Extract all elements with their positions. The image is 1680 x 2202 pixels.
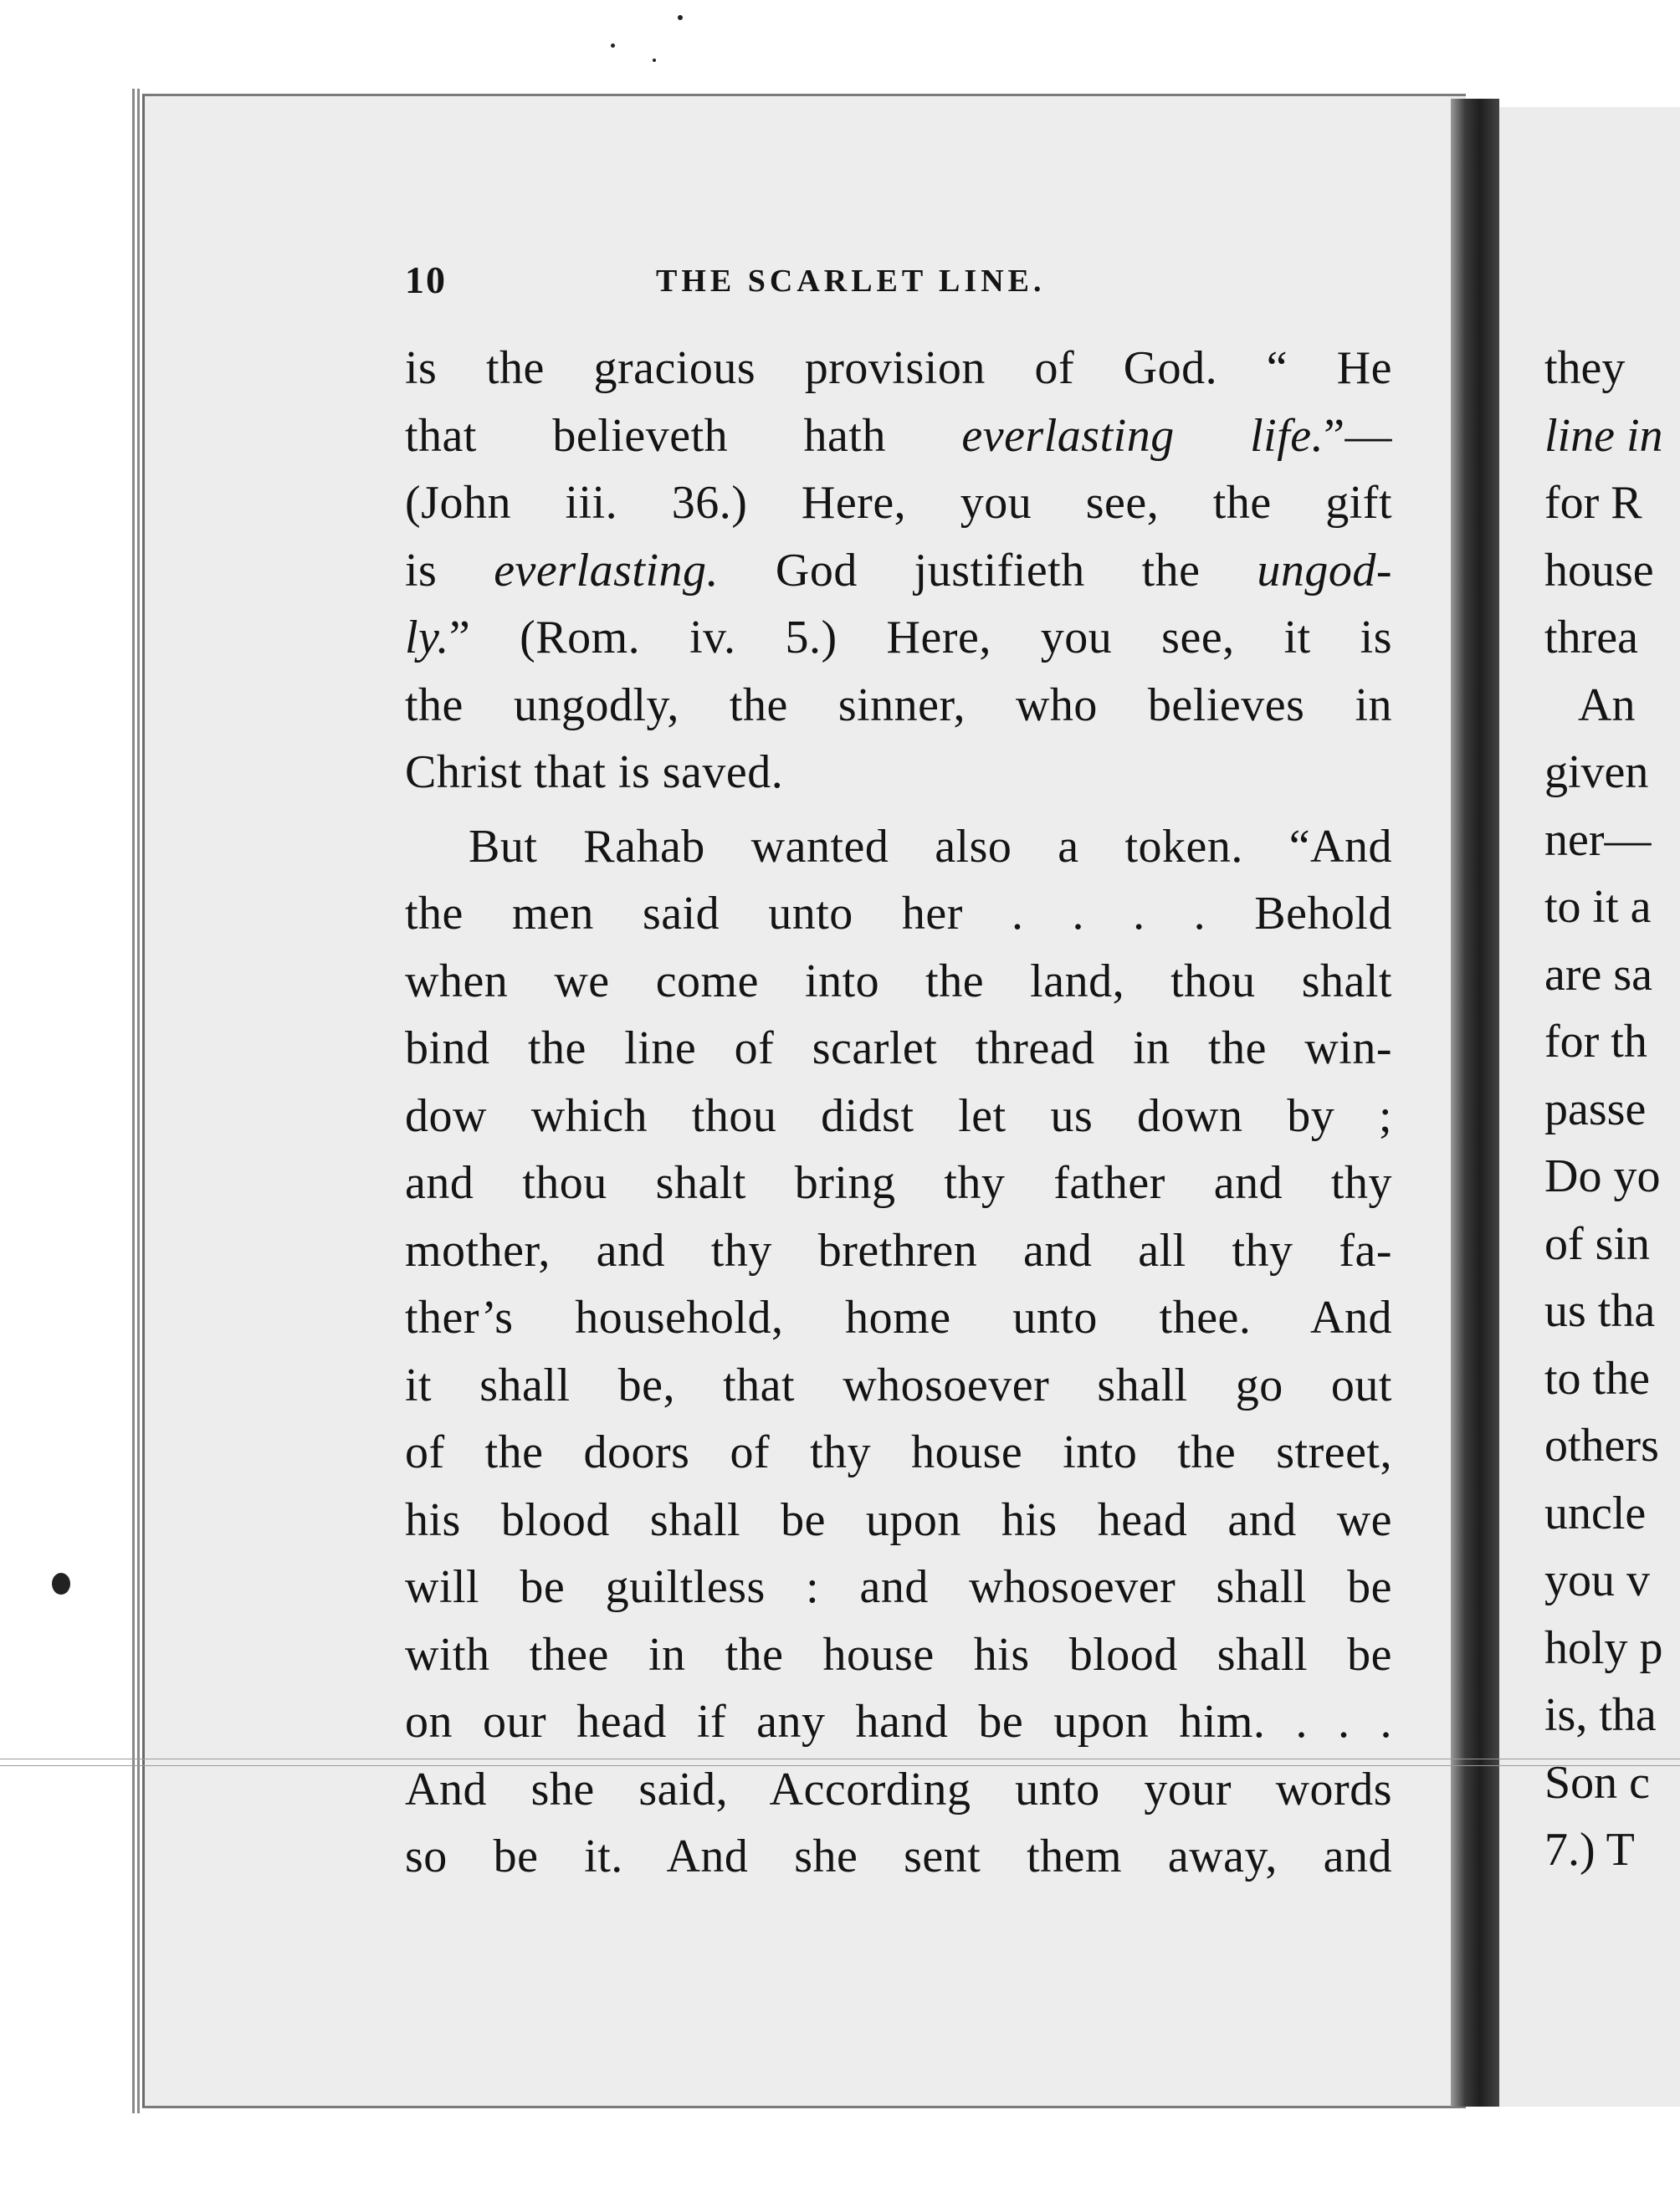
scan-speck xyxy=(611,44,615,48)
text-line xyxy=(405,1419,1392,1487)
scan-speck xyxy=(52,1573,70,1595)
text-run: ”— xyxy=(1324,409,1392,462)
text-line xyxy=(405,1688,1392,1756)
text-line xyxy=(1544,604,1680,672)
text-run: they xyxy=(1544,342,1626,394)
text-line xyxy=(1544,1412,1680,1480)
left-page-body-text xyxy=(405,335,1392,1891)
text-run: Son c xyxy=(1544,1756,1650,1809)
text-run: his blood shall be upon his head and we xyxy=(405,1493,1392,1546)
text-run: is xyxy=(405,544,494,597)
text-run: are sa xyxy=(1544,948,1653,1001)
text-line xyxy=(405,1621,1392,1689)
text-run: dow which thou didst let us down by ; xyxy=(405,1089,1392,1142)
text-run: bind the line of scarlet thread in the win- xyxy=(405,1022,1392,1074)
text-run: Do yo xyxy=(1544,1150,1661,1202)
text-run: ther’s household, home unto thee. And xyxy=(405,1292,1392,1344)
text-run: to the xyxy=(1544,1352,1650,1405)
text-line xyxy=(1544,537,1680,605)
text-run: holy p xyxy=(1544,1621,1663,1674)
text-line xyxy=(405,1756,1392,1824)
page-edge-line xyxy=(132,89,135,2113)
text-run: to it a xyxy=(1544,881,1652,933)
text-run: An xyxy=(1578,679,1636,731)
text-run: that believeth hath xyxy=(405,409,962,462)
text-line xyxy=(405,1217,1392,1285)
scan-speck xyxy=(653,59,656,62)
text-run: threa xyxy=(1544,612,1638,663)
text-run: it shall be, that whosoever shall go out xyxy=(405,1359,1392,1411)
text-run: will be guiltless : and whosoever shall be xyxy=(405,1561,1392,1613)
page-number: 10 xyxy=(405,259,447,301)
right-page-body-text xyxy=(1544,335,1680,1884)
text-run: uncle xyxy=(1544,1487,1647,1539)
text-run: ” (Rom. iv. 5.) Here, you see, it is xyxy=(448,612,1392,663)
text-run: 7.) T xyxy=(1544,1824,1635,1876)
text-run: the men said unto her . . . . Behold xyxy=(405,888,1392,940)
text-run: is the gracious provision of God. “ He xyxy=(405,342,1392,394)
text-line xyxy=(1544,335,1680,402)
text-run: on our head if any hand be upon him. . . . xyxy=(405,1696,1392,1748)
text-line xyxy=(1544,941,1680,1009)
text-line xyxy=(405,1823,1392,1891)
text-run: of the doors of thy house into the street, xyxy=(405,1426,1392,1478)
text-line xyxy=(1544,1211,1680,1278)
text-line xyxy=(405,880,1392,948)
text-line xyxy=(405,335,1392,402)
text-run: Christ that is saved. xyxy=(405,746,784,798)
text-line xyxy=(1544,1480,1680,1548)
text-run: house xyxy=(1544,544,1654,597)
text-line xyxy=(405,402,1392,470)
text-line xyxy=(405,469,1392,537)
text-line xyxy=(405,1554,1392,1621)
text-run: (John iii. 36.) Here, you see, the gift xyxy=(405,477,1392,529)
text-line xyxy=(1544,1749,1680,1817)
page-edge-line xyxy=(137,89,140,2113)
italic-text: everlasting. xyxy=(494,544,720,597)
text-run: God justifieth the xyxy=(719,544,1257,597)
text-line xyxy=(405,1083,1392,1150)
text-line xyxy=(405,672,1392,740)
text-line xyxy=(1544,1076,1680,1144)
text-line xyxy=(405,1352,1392,1420)
italic-text: line in xyxy=(1544,409,1663,462)
text-run: And she said, According unto your words xyxy=(405,1763,1392,1815)
running-title: THE SCARLET LINE. xyxy=(656,264,1046,299)
text-run: and thou shalt bring thy father and thy xyxy=(405,1157,1392,1209)
text-line xyxy=(1544,1143,1680,1211)
text-line xyxy=(405,1015,1392,1083)
text-line xyxy=(1544,1816,1680,1884)
text-line xyxy=(1544,1345,1680,1413)
text-line xyxy=(405,537,1392,605)
text-run: given xyxy=(1544,746,1649,798)
text-run: the ungodly, the sinner, who believes in xyxy=(405,679,1392,731)
text-run: others xyxy=(1544,1420,1659,1472)
text-run: for th xyxy=(1544,1016,1647,1068)
text-line xyxy=(405,1284,1392,1352)
text-line xyxy=(405,604,1392,672)
text-line xyxy=(405,813,1392,881)
text-run: when we come into the land, thou shalt xyxy=(405,955,1392,1007)
text-line xyxy=(1544,873,1680,941)
scan-speck xyxy=(678,15,683,20)
text-run: But Rahab wanted also a token. “And xyxy=(469,820,1392,873)
text-line xyxy=(1544,1008,1680,1076)
text-line xyxy=(1544,807,1680,874)
text-line xyxy=(405,948,1392,1016)
text-line xyxy=(1544,672,1680,740)
italic-text: everlasting life. xyxy=(961,409,1324,462)
italic-text: ungod- xyxy=(1257,544,1392,597)
text-run: you v xyxy=(1544,1554,1650,1606)
text-run: so be it. And she sent them away, and xyxy=(405,1831,1392,1882)
text-line xyxy=(405,1150,1392,1217)
text-line xyxy=(1544,1682,1680,1749)
text-line xyxy=(405,1487,1392,1554)
book-spine-shadow xyxy=(1451,99,1499,2107)
text-run: of sin xyxy=(1544,1217,1650,1270)
text-line xyxy=(1544,1547,1680,1615)
text-run: us tha xyxy=(1544,1285,1656,1337)
text-line xyxy=(405,739,1392,807)
italic-text: ly. xyxy=(405,612,449,663)
text-line xyxy=(1544,402,1680,470)
text-run: passe xyxy=(1544,1083,1647,1135)
text-line xyxy=(1544,1615,1680,1682)
text-run: with thee in the house his blood shall be xyxy=(405,1628,1392,1681)
text-run: for R xyxy=(1544,477,1642,529)
text-run: is, tha xyxy=(1544,1689,1657,1741)
text-line xyxy=(1544,469,1680,537)
text-run: ner— xyxy=(1544,813,1652,866)
text-run: mother, and thy brethren and all thy fa- xyxy=(405,1224,1392,1277)
running-head xyxy=(405,258,1459,308)
text-line xyxy=(1544,1278,1680,1345)
text-line xyxy=(1544,739,1680,807)
